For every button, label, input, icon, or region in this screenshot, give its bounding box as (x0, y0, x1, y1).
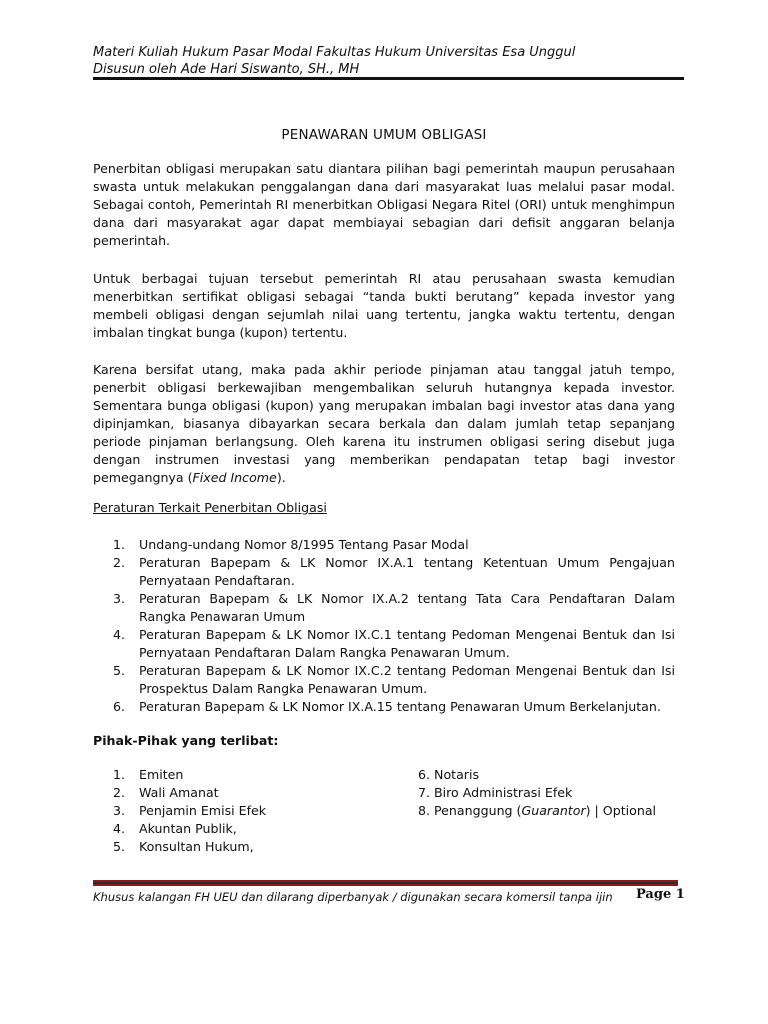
list-number: 4. (113, 821, 126, 836)
list-text: Peraturan Bapepam & LK Nomor IX.A.2 tentang Tata Cara Pendaftaran Dalam Rangka Penawaran Umum (139, 591, 675, 624)
list-item (93, 784, 393, 802)
list-item (93, 698, 675, 716)
header-divider (93, 77, 684, 80)
list-number: 5. (113, 663, 126, 678)
header-author-line: Disusun oleh Ade Hari Siswanto, SH., MH (93, 62, 360, 77)
list-number: 4. (113, 627, 126, 642)
list-text: Peraturan Bapepam & LK Nomor IX.A.15 tentang Penawaran Umum Berkelanjutan. (139, 699, 661, 714)
parties-list-left (93, 766, 393, 856)
list-item (93, 820, 393, 838)
paragraph-intro: Penerbitan obligasi merupakan satu diantara pilihan bagi pemerintah maupun perusahaan swasta untuk melakukan penggalangan dana dari masyarakat luas melalui pasar modal. Sebagai contoh, Pemerintah RI menerbitkan Obligasi Negara Ritel (ORI) untuk menghimpun dana dari masyarakat agar dapat membiayai sebagian dari defisit anggaran belanja pemerintah. (93, 161, 675, 248)
list-item (93, 766, 393, 784)
guarantor-term: Guarantor (521, 803, 586, 818)
parties-heading: Pihak-Pihak yang terlibat: (93, 733, 279, 748)
list-item (93, 802, 393, 820)
list-item (418, 802, 678, 820)
parties-list-right (418, 766, 678, 820)
paragraph-debt-text: Karena bersifat utang, maka pada akhir periode pinjaman atau tanggal jatuh tempo, penerbit obligasi berkewajiban mengembalikan seluruh hutangnya kepada investor. Sementara bunga obligasi (kupon) yang merupakan imbalan bagi investor atas dana yang dipinjamkan, biasanya dibayarkan secara berkala dan dalam jumlah tetap sepanjang periode pinjaman berlangsung. Oleh karena itu instrumen obligasi sering disebut juga dengan instrumen investasi yang memberikan pendapatan tetap bagi investor pemegangnya ( (93, 362, 675, 485)
list-item: 6. Notaris (418, 767, 480, 782)
regulations-heading: Peraturan Terkait Penerbitan Obligasi (93, 500, 327, 515)
fixed-income-term: Fixed Income (192, 470, 277, 485)
list-number: 2. (113, 785, 126, 800)
regulations-list (93, 536, 675, 716)
list-text: ) | Optional (585, 803, 657, 818)
document-title: PENAWARAN UMUM OBLIGASI (281, 127, 487, 143)
footer-notice: Khusus kalangan FH UEU dan dilarang diperbanyak / digunakan secara komersil tanpa ijin (93, 890, 613, 904)
list-text: Undang-undang Nomor 8/1995 Tentang Pasar Modal (139, 537, 469, 552)
list-number: 3. (113, 591, 126, 606)
list-text: Peraturan Bapepam & LK Nomor IX.A.1 tentang Ketentuan Umum Pengajuan Pernyataan Pendaftaran. (139, 555, 675, 588)
list-text: Konsultan Hukum, (139, 839, 254, 854)
list-number: 1. (113, 767, 126, 782)
list-text: Peraturan Bapepam & LK Nomor IX.C.2 tentang Pedoman Mengenai Bentuk dan Isi Prospektus Dalam Rangka Penawaran Umum. (139, 663, 675, 696)
list-text: Penjamin Emisi Efek (139, 803, 267, 818)
list-number: 1. (113, 537, 126, 552)
paragraph-purpose: Untuk berbagai tujuan tersebut pemerintah RI atau perusahaan swasta kemudian menerbitkan sertifikat obligasi sebagai “tanda bukti berutang” kepada investor yang membeli obligasi dengan sejumlah nilai uang tertentu, jangka waktu tertentu, dengan imbalan tingkat bunga (kupon) tertentu. (93, 271, 675, 340)
list-number: 6. (113, 699, 126, 714)
paragraph-debt-nature (93, 361, 675, 487)
footer-divider-bottom (93, 884, 678, 886)
list-item (93, 626, 675, 662)
list-text: Peraturan Bapepam & LK Nomor IX.C.1 tentang Pedoman Mengenai Bentuk dan Isi Pernyataan Pendaftaran Dalam Rangka Penawaran Umum. (139, 627, 675, 660)
page-number: Page 1 (636, 887, 685, 902)
list-number: 2. (113, 555, 126, 570)
list-text: 8. Penanggung ( (418, 803, 522, 818)
list-number: 3. (113, 803, 126, 818)
list-text: Akuntan Publik, (139, 821, 237, 836)
list-item (93, 838, 393, 856)
list-text: Emiten (139, 767, 184, 782)
page-header (93, 44, 683, 78)
list-item: 7. Biro Administrasi Efek (418, 785, 573, 800)
header-course-line: Materi Kuliah Hukum Pasar Modal Fakultas Hukum Universitas Esa Unggul (93, 45, 576, 60)
list-item (93, 554, 675, 590)
paragraph-debt-end: ). (276, 470, 286, 485)
list-text: Wali Amanat (139, 785, 219, 800)
list-item (93, 536, 675, 554)
list-item (93, 590, 675, 626)
list-number: 5. (113, 839, 126, 854)
list-item (93, 662, 675, 698)
